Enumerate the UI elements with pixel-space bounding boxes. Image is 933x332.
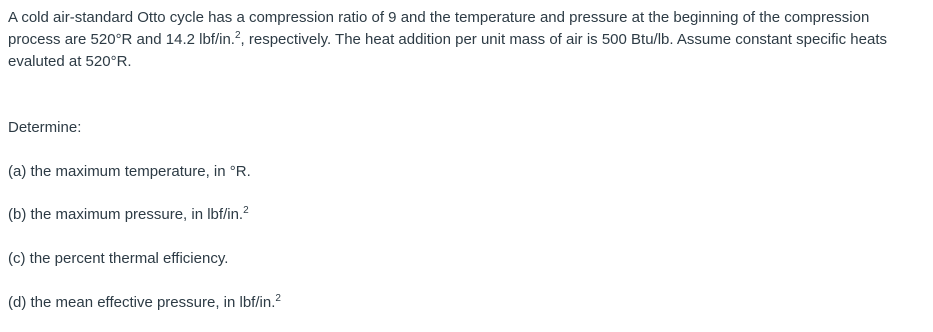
intro-line-1: A cold air-standard Otto cycle has a compression ratio of 9 and the temperature and pressure at the beginning of the compression [8,9,870,26]
part-b [8,206,249,223]
problem-statement [8,7,926,73]
part-b-superscript: 2 [243,205,249,216]
intro-line-2-start: process are 520°R and 14.2 lbf/in. [8,31,235,48]
superscript-2: 2 [234,30,241,41]
part-c-text: (c) the percent thermal efficiency. [8,250,229,267]
intro-line-2-end: , respectively. The heat addition per unit mass of air is 500 Btu/lb. Assume constant specific heats [240,31,887,48]
part-d [8,294,281,311]
part-c [8,250,228,267]
problem-intro [8,7,926,73]
part-b-text: (b) the maximum pressure, in lbf/in. [8,206,244,223]
part-d-superscript: 2 [275,293,281,304]
part-a [8,163,251,180]
part-a-text: (a) the maximum temperature, in °R. [8,163,251,180]
intro-line-3: evaluted at 520°R. [8,53,132,70]
intro-line-2 [8,29,926,51]
determine-label: Determine: [8,119,82,136]
part-d-text: (d) the mean effective pressure, in lbf/in. [8,294,276,311]
